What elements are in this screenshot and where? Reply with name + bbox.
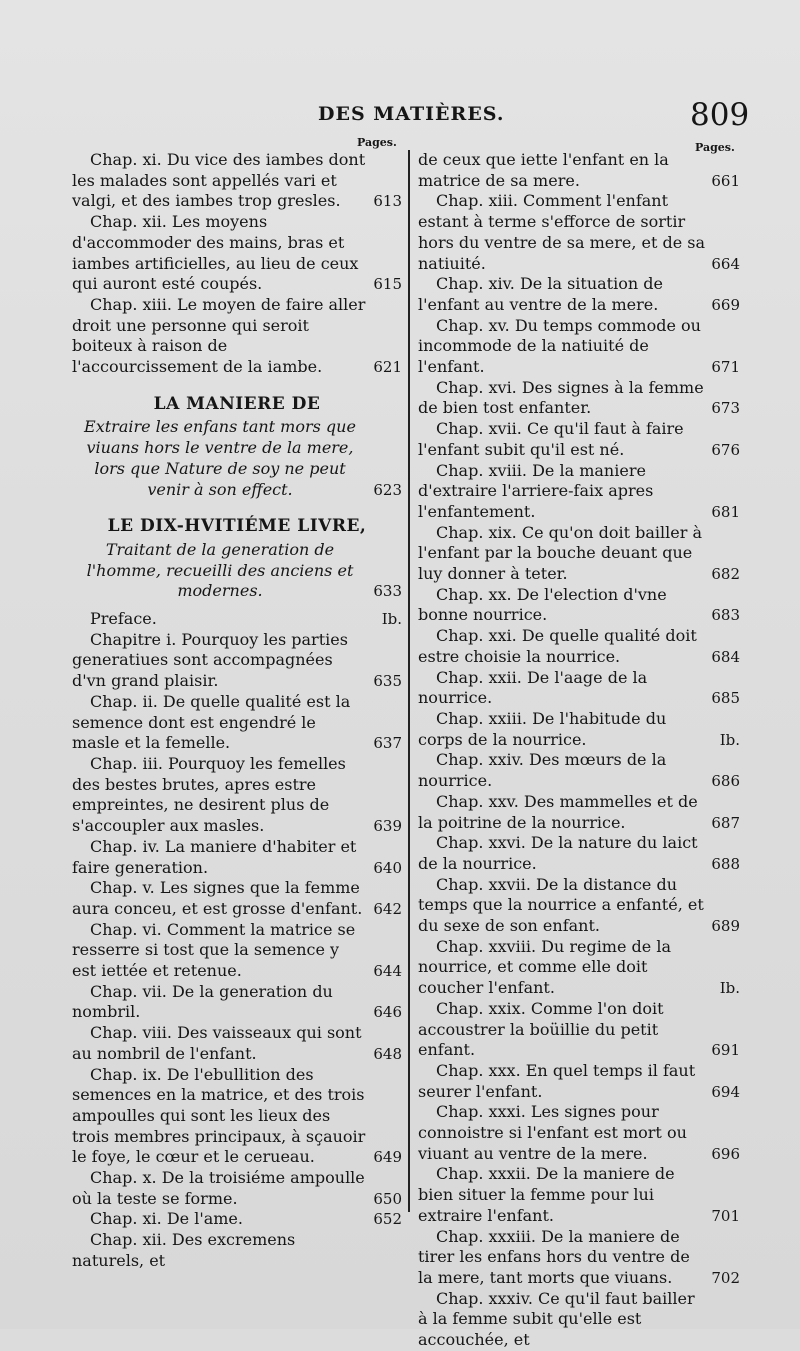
entry-text: Preface.	[90, 609, 157, 629]
section-description: Extraire les enfans tant mors que viuans hors le ventre de la mere, lors que Nature de soy ne peut venir à son effect. 623	[84, 417, 402, 499]
page-ref: 683	[711, 606, 740, 625]
entry-text: Chap. xxii. De l'aage de la nourrice.	[418, 667, 648, 708]
entry-text: Chap. iii. Pourquoy les femelles des bestes brutes, apres estre empreintes, ne desirent plus de s'accoupler aux masles.	[72, 753, 346, 836]
toc-entry	[72, 609, 402, 630]
section-description: Traitant de la generation de l'homme, recueilli des anciens et modernes. 633	[86, 539, 402, 601]
page-ref: 684	[711, 647, 740, 666]
page-ref: 652	[373, 1210, 402, 1229]
page-ref: 639	[373, 817, 402, 836]
page-ref: 696	[711, 1144, 740, 1163]
page-ref: 637	[373, 734, 402, 753]
toc-entry	[418, 191, 740, 274]
column-divider	[408, 150, 410, 1212]
entry-text: Chap. xxxiii. De la maniere de tirer les enfans hors du ventre de la mere, tant morts que viuans.	[418, 1226, 690, 1287]
entry-text: Chap. xvi. Des signes à la femme de bien tost enfanter.	[418, 377, 704, 418]
page-ref: 621	[373, 358, 402, 377]
entry-text: Chap. xxxii. De la maniere de bien situer la femme pour lui extraire l'enfant.	[418, 1164, 675, 1225]
page-ref: 673	[711, 399, 740, 418]
entry-text: Chap. ii. De quelle qualité est la semence dont est engendré le masle et la femelle.	[72, 691, 351, 753]
pages-label-right: Pages.	[695, 141, 735, 154]
entry-text: Chap. xxvii. De la distance du temps que la nourrice a enfanté, et du sexe de son enfant.	[418, 874, 704, 936]
toc-entry	[418, 833, 740, 874]
entry-text: Chap. xii. Les moyens d'accommoder des mains, bras et iambes artificielles, au lieu de ceux qui auront esté coupés.	[72, 212, 359, 294]
entry-text: Chapitre i. Pourquoy les parties generatiues sont accompagnées d'vn grand plaisir.	[72, 629, 348, 691]
page-ref: 664	[711, 254, 740, 273]
page-ref: 615	[373, 275, 402, 294]
page-ref: 623	[373, 480, 402, 499]
entry-text: Chap. ix. De l'ebullition des semences en la matrice, et des trois ampoulles qui sont les lieux des trois membres principaux, à sçauoir le foye, le cœur et le cerueau.	[72, 1064, 366, 1167]
toc-entry	[418, 668, 740, 709]
toc-entry	[418, 316, 740, 378]
entry-text: Chap. xvii. Ce qu'il faut à faire l'enfant subit qu'il est né.	[418, 419, 684, 459]
toc-entry	[418, 750, 740, 791]
entry-text: Chap. xi. Du vice des iambes dont les malades sont appellés vari et valgi, et des iambes trop gresles.	[72, 150, 366, 211]
toc-entry	[72, 754, 402, 837]
page-ref: 661	[711, 171, 740, 190]
toc-entry	[418, 1289, 740, 1351]
toc-entry	[418, 378, 740, 419]
toc-entry	[418, 792, 740, 833]
toc-entry	[72, 920, 402, 982]
toc-entry	[72, 212, 402, 295]
toc-entry	[72, 982, 402, 1023]
entry-text: Chap. xiii. Le moyen de faire aller droit une personne qui seroit boiteux à raison de l'accourcissement de la iambe.	[72, 294, 366, 377]
section-heading: LE DIX-HVITIÉME LIVRE,	[107, 516, 367, 537]
entry-text: Chap. xii. Des excremens naturels, et	[72, 1230, 296, 1270]
toc-entry	[418, 1227, 740, 1289]
page-number: 809	[690, 97, 750, 133]
toc-entry	[418, 461, 740, 523]
entry-text: Chap. x. De la troisiéme ampoulle où la teste se forme.	[72, 1168, 365, 1208]
entry-text: Chap. xxxiv. Ce qu'il faut bailler à la femme subit qu'elle est accouchée, et	[418, 1288, 695, 1350]
toc-entry	[72, 1065, 402, 1169]
entry-text: Chap. xix. Ce qu'on doit bailler à l'enfant par la bouche deuant que luy donner à teter.	[418, 522, 702, 584]
page-ref: 689	[711, 917, 740, 936]
page-ref: 688	[711, 854, 740, 873]
toc-entry	[72, 837, 402, 878]
entry-text: Chap. vi. Comment la matrice se resserre si tost que la semence y est iettée et retenue.	[72, 919, 356, 981]
toc-entry	[418, 709, 740, 750]
page-ref: Ib.	[719, 979, 740, 998]
toc-entry	[72, 692, 402, 754]
left-column	[72, 150, 402, 1272]
page-ref: 682	[711, 565, 740, 584]
page-ref: Ib.	[381, 610, 402, 629]
entry-text: Chap. xi. De l'ame.	[90, 1209, 243, 1229]
pages-label-left: Pages.	[357, 136, 397, 149]
entry-text: Chap. xxvi. De la nature du laict de la nourrice.	[418, 833, 698, 873]
page-ref: 650	[373, 1189, 402, 1208]
toc-entry	[418, 585, 740, 626]
toc-entry	[418, 626, 740, 667]
entry-text: Chap. xxxi. Les signes pour connoistre si l'enfant est mort ou viuant au ventre de la mere.	[418, 1102, 687, 1163]
entry-text: Chap. xv. Du temps commode ou incommode de la natiuité de l'enfant.	[418, 315, 701, 377]
toc-entry	[418, 419, 740, 460]
toc-entry	[72, 295, 402, 378]
page-ref: 676	[711, 440, 740, 459]
page-ref: 681	[711, 502, 740, 521]
toc-entry	[72, 150, 402, 212]
entry-text: Chap. xxx. En quel temps il faut seurer l'enfant.	[418, 1060, 696, 1101]
page-ref: 640	[373, 858, 402, 877]
page-ref: 648	[373, 1044, 402, 1063]
entry-text: Chap. xiii. Comment l'enfant estant à terme s'efforce de sortir hors du ventre de sa mere, et de sa natiuité.	[418, 191, 706, 273]
toc-entry	[72, 630, 402, 692]
page-ref: 691	[711, 1041, 740, 1060]
page-ref: 649	[373, 1148, 402, 1167]
entry-text: Chap. xx. De l'election d'vne bonne nourrice.	[418, 584, 667, 625]
entry-text: Chap. xxviii. Du regime de la nourrice, et comme elle doit coucher l'enfant.	[418, 936, 671, 998]
page-ref: 633	[373, 582, 402, 601]
entry-text: Chap. xxv. Des mammelles et de la poitrine de la nourrice.	[418, 791, 698, 832]
section-livre	[72, 516, 402, 602]
entry-text: Chap. xxi. De quelle qualité doit estre choisie la nourrice.	[418, 626, 697, 666]
toc-entry	[418, 999, 740, 1061]
page-ref: 671	[711, 358, 740, 377]
page-ref: 694	[711, 1082, 740, 1101]
page-ref: 701	[711, 1206, 740, 1225]
entry-text: Chap. v. Les signes que la femme aura conceu, et est grosse d'enfant.	[72, 878, 363, 918]
toc-entry	[418, 1102, 740, 1164]
page-ref: 635	[373, 672, 402, 691]
page-ref: 613	[373, 192, 402, 211]
page-ref: Ib.	[719, 730, 740, 749]
entry-text: Chap. xxiv. Des mœurs de la nourrice.	[418, 750, 667, 791]
toc-entry	[72, 1168, 402, 1209]
page-ref: 686	[711, 772, 740, 791]
page-ref: 644	[373, 962, 402, 981]
toc-entry	[72, 1230, 402, 1271]
toc-entry	[72, 1209, 402, 1230]
entry-text: Chap. xxiii. De l'habitude du corps de la nourrice.	[418, 708, 667, 749]
page-ref: 669	[711, 295, 740, 314]
entry-text: Chap. xxix. Comme l'on doit accoustrer la boüillie du petit enfant.	[418, 998, 664, 1060]
entry-text: Chap. iv. La maniere d'habiter et faire generation.	[72, 836, 357, 877]
toc-entry	[418, 1164, 740, 1226]
toc-entry	[418, 150, 740, 191]
entry-text: Chap. xiv. De la situation de l'enfant au ventre de la mere.	[418, 274, 663, 314]
toc-entry	[418, 875, 740, 937]
page-ref: 642	[373, 899, 402, 918]
entry-text: Chap. viii. Des vaisseaux qui sont au nombril de l'enfant.	[72, 1023, 362, 1063]
page-ref: 646	[373, 1003, 402, 1022]
running-head	[0, 97, 800, 133]
entry-text: de ceux que iette l'enfant en la matrice de sa mere.	[418, 150, 669, 190]
toc-entry	[72, 1023, 402, 1064]
section-maniere	[72, 394, 402, 501]
toc-entry	[72, 878, 402, 919]
page-title: DES MATIÈRES.	[318, 103, 505, 125]
entry-text: Chap. xviii. De la maniere d'extraire l'arriere-faix apres l'enfantement.	[418, 460, 654, 521]
toc-entry	[418, 1061, 740, 1102]
page-ref: 687	[711, 813, 740, 832]
toc-entry	[418, 937, 740, 999]
entry-text: Chap. vii. De la generation du nombril.	[72, 981, 333, 1022]
page-ref: 685	[711, 689, 740, 708]
section-heading: LA MANIERE DE	[153, 393, 321, 414]
toc-entry	[418, 523, 740, 585]
right-column	[418, 150, 740, 1351]
toc-entry	[418, 274, 740, 315]
page-ref: 702	[711, 1268, 740, 1287]
